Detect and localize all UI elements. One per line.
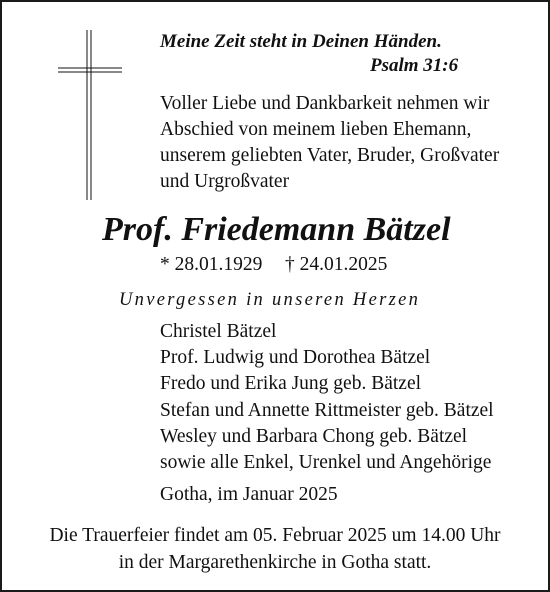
intro-line: Abschied von meinem lieben Ehemann, [160, 119, 472, 140]
mourner: sowie alle Enkel, Urenkel und Angehörige [160, 452, 492, 474]
intro-line: Voller Liebe und Dankbarkeit nehmen wir [160, 93, 490, 114]
motto: Unvergessen in unseren Herzen [119, 290, 421, 310]
funeral-line: in der Margarethenkirche in Gotha statt. [118, 552, 432, 573]
birth-date: * 28.01.1929 [160, 254, 263, 275]
mourner: Stefan und Annette Rittmeister geb. Bätzel [160, 399, 494, 421]
mourner: Fredo und Erika Jung geb. Bätzel [160, 373, 422, 395]
mourner: Wesley und Barbara Chong geb. Bätzel [160, 425, 468, 447]
quote-text: Meine Zeit steht in Deinen Händen. [160, 31, 442, 52]
intro-line: und Urgroßvater [160, 171, 290, 192]
place-date: Gotha, im Januar 2025 [160, 484, 338, 505]
quote-reference: Psalm 31:6 [370, 55, 459, 76]
funeral-line: Die Trauerfeier findet am 05. Februar 2025 um 14.00 Uhr [49, 525, 501, 546]
deceased-name: Prof. Friedemann Bätzel [102, 211, 451, 248]
intro-text [160, 91, 499, 195]
mourners-list [160, 319, 494, 476]
mourner: Christel Bätzel [160, 321, 277, 342]
intro-line: unserem geliebten Vater, Bruder, Großvater [160, 145, 500, 166]
funeral-info [2, 522, 548, 576]
mourner: Prof. Ludwig und Dorothea Bätzel [160, 347, 431, 369]
death-date: † 24.01.2025 [285, 254, 388, 275]
cross-icon [58, 30, 122, 200]
